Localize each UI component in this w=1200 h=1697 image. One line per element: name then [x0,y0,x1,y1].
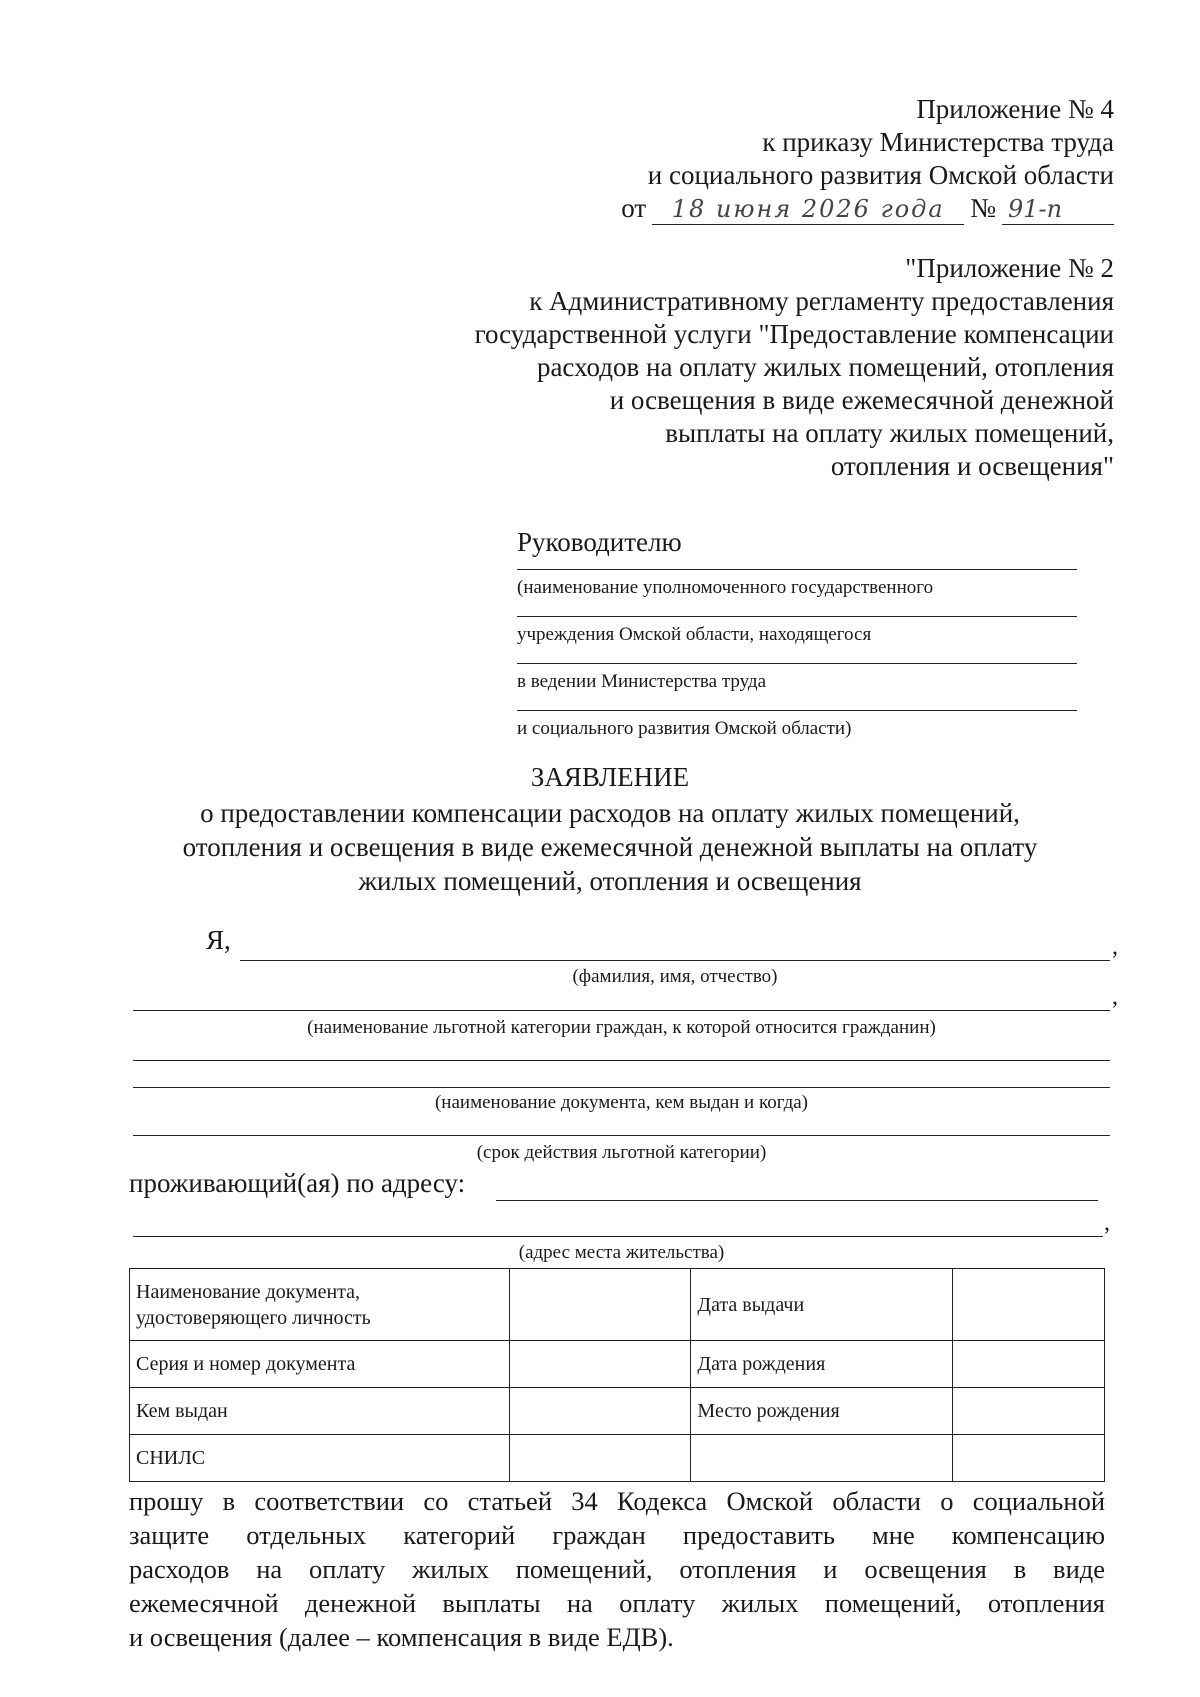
request-line: расходов на оплату жилых помещений, отопления и освещения в виде [129,1554,1105,1584]
identity-table [129,1268,1105,1482]
fio-field[interactable] [240,960,1110,961]
category-field[interactable] [133,1010,1110,1011]
request-line: и освещения (далее – компенсация в виде ЕДВ). [129,1622,674,1652]
table-label-cell: Дата рождения [691,1341,953,1388]
request-line: ежемесячной денежной выплаты на оплату жилых помещений, отопления [129,1588,1105,1618]
address-field[interactable] [496,1200,1098,1201]
addressee-field[interactable]: (наименование уполномоченного государственного [517,569,1077,598]
table-label-cell: Место рождения [691,1388,953,1435]
comma: , [1112,984,1118,1010]
approval-line-1: Приложение № 4 [916,94,1114,124]
i-label: Я, [206,925,231,955]
handwritten-number: 91-п [1002,194,1114,225]
appendix-line: и освещения в виде ежемесячной денежной [609,385,1114,415]
application-heading [120,760,1100,898]
addressee-block [517,525,1077,757]
appendix-line: выплаты на оплату жилых помещений, [665,418,1114,448]
table-row [130,1341,1105,1388]
addressee-title: Руководителю [517,527,682,557]
comma: , [1104,1210,1110,1236]
category-caption: (наименование льготной категории граждан, к которой относится гражданин) [307,1017,936,1038]
appendix-line: государственной услуги "Предоставление компенсации [474,319,1114,349]
address-row [129,1168,465,1199]
comma: , [1112,934,1118,960]
address-caption: (адрес места жительства) [518,1242,725,1263]
number-prefix: № [970,193,996,223]
table-value-cell[interactable] [509,1388,691,1435]
table-label-cell: Серия и номер документа [130,1341,510,1388]
address-field-2[interactable] [133,1236,1103,1237]
table-value-cell[interactable] [509,1435,691,1482]
appendix-line: к Административному регламенту предоставления [529,286,1114,316]
table-value-cell[interactable] [953,1388,1105,1435]
request-paragraph [129,1484,1105,1654]
heading-subtitle-line: жилых помещений, отопления и освещения [358,866,862,896]
heading-subtitle-line: отопления и освещения в виде ежемесячной денежной выплаты на оплату [182,832,1038,862]
table-value-cell[interactable] [953,1341,1105,1388]
table-value-cell[interactable] [509,1341,691,1388]
addressee-field[interactable]: и социального развития Омской области) [517,710,1077,739]
table-value-cell[interactable] [953,1435,1105,1482]
table-label-cell: Дата выдачи [691,1269,953,1341]
table-value-cell[interactable] [509,1269,691,1341]
request-line: защите отдельных категорий граждан предоставить мне компенсацию [129,1520,1105,1550]
appendix-block [475,252,1114,483]
fio-row [206,925,231,956]
document-field[interactable] [133,1087,1110,1088]
addressee-field[interactable]: учреждения Омской области, находящегося [517,616,1077,645]
appendix-line: расходов на оплату жилых помещений, отопления [536,352,1114,382]
approval-line-2: к приказу Министерства труда [762,127,1114,157]
table-row [130,1388,1105,1435]
approval-line-3: и социального развития Омской области [647,160,1114,190]
heading-title: ЗАЯВЛЕНИЕ [530,762,690,792]
document-caption: (наименование документа, кем выдан и когда) [434,1092,809,1113]
table-label-cell: Кем выдан [130,1388,510,1435]
term-field[interactable] [133,1135,1110,1136]
date-prefix: от [621,193,647,223]
table-value-cell[interactable] [953,1269,1105,1341]
address-label: проживающий(ая) по адресу: [129,1168,466,1198]
handwritten-date: 18 июня 2026 года [652,194,964,225]
order-date-line [621,192,1114,225]
heading-subtitle-line: о предоставлении компенсации расходов на оплату жилых помещений, [200,798,1020,828]
appendix-line: "Приложение № 2 [905,253,1114,283]
table-row [130,1269,1105,1341]
table-row [130,1435,1105,1482]
addressee-field[interactable]: в ведении Министерства труда [517,663,1077,692]
table-label-cell [691,1435,953,1482]
term-caption: (срок действия льготной категории) [476,1142,767,1163]
document-field[interactable] [133,1060,1110,1061]
request-line: прошу в соответствии со статьей 34 Кодекса Омской области о социальной [129,1486,1105,1516]
table-label-cell: СНИЛС [130,1435,510,1482]
table-label-cell: Наименование документа, удостоверяющего личность [130,1269,510,1341]
fio-caption: (фамилия, имя, отчество) [572,966,778,987]
approval-block [621,93,1114,225]
appendix-line: отопления и освещения" [830,451,1114,481]
